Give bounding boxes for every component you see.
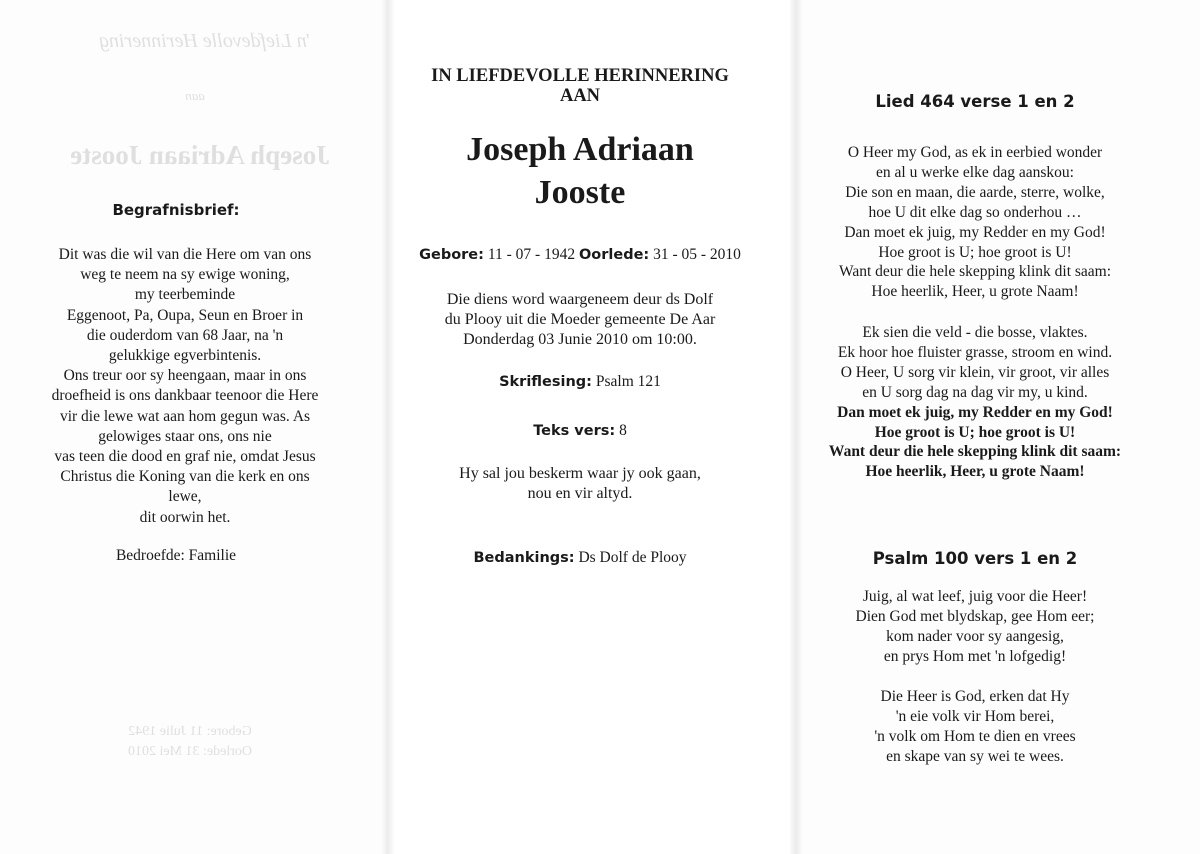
- born-label: Gebore:: [419, 247, 484, 263]
- fold-line: [381, 0, 395, 854]
- lyric-line: kom nader voor sy aangesig,: [886, 627, 1064, 645]
- bleed-through-text: 'n Liefdevolle Herinnering: [99, 30, 312, 52]
- lyric-line: Die son en maan, die aarde, sterre, wolke,: [845, 183, 1105, 201]
- lyric-line: Ek sien die veld - die bosse, vlaktes.: [862, 324, 1088, 341]
- lyric-line: Want deur die hele skepping klink dit saam:: [838, 263, 1112, 281]
- scripture-reading: Skriflesing: Psalm 121: [499, 373, 661, 390]
- bleed-through-text: Joseph Adriaan Jooste: [70, 140, 330, 170]
- body-line: Christus die Koning van die kerk en ons: [60, 468, 310, 486]
- text-verse: Teks vers: 8: [533, 422, 627, 439]
- life-dates: [388, 246, 772, 264]
- chorus-line: Dan moet ek juig, my Redder en my God!: [837, 403, 1113, 421]
- acknowledgements: Bedankings: Ds Dolf de Plooy: [473, 549, 687, 566]
- service-details: Die diens word waargeneem deur ds Dolf du Plooy uit die Moeder gemeente De Aar Donderdag 03 Junie 2010 om 10:00.: [444, 291, 716, 348]
- lyric-line: hoe U dit elke dag so onderhou …: [868, 203, 1082, 221]
- middle-panel: [388, 0, 790, 854]
- lyric-line: O Heer, U sorg vir klein, vir groot, vir alles: [840, 363, 1110, 381]
- verse-quote: Hy sal jou beskerm waar jy ook gaan, nou en vir altyd.: [459, 465, 701, 502]
- hymn-stanza: [790, 323, 1160, 482]
- deceased-name: Joseph Adriaan Jooste: [466, 131, 694, 211]
- hymn-stanza: [790, 143, 1160, 302]
- body-line: my teerbeminde: [134, 286, 236, 304]
- body-line: die ouderdom van 68 Jaar, na 'n: [86, 326, 284, 344]
- memorial-heading: IN LIEFDEVOLLE HERINNERING AAN: [431, 66, 729, 106]
- body-line: Eggenoot, Pa, Oupa, Seun en Broer in: [66, 306, 304, 324]
- lyric-line: Die Heer is God, erken dat Hy: [880, 688, 1070, 705]
- psalm-stanza: [790, 587, 1160, 667]
- lyric-line: en prys Hom met 'n lofgedig!: [883, 647, 1067, 665]
- born-value: 11 - 07 - 1942: [487, 246, 576, 263]
- chorus-line: Want deur die hele skepping klink dit saam:: [828, 443, 1122, 461]
- body-line: vir die lewe wat aan hom gegun was. As: [59, 407, 311, 425]
- died-value: 31 - 05 - 2010: [653, 246, 741, 263]
- bleed-through-text: aan: [185, 88, 205, 103]
- body-line: weg te neem na sy ewige woning,: [80, 266, 290, 284]
- body-line: gelowiges staar ons, ons nie: [98, 427, 272, 445]
- lyric-line: O Heer my God, as ek in eerbied wonder: [847, 144, 1103, 161]
- right-panel: [790, 0, 1200, 854]
- hymn-title: Lied 464 verse 1 en 2: [875, 92, 1075, 111]
- body-line: dit oorwin het.: [139, 508, 231, 526]
- lyric-line: Dien God met blydskap, gee Hom eer;: [855, 607, 1095, 625]
- mourners-signoff: Bedroefde: Familie: [115, 547, 237, 564]
- lyric-line: Hoe groot is U; hoe groot is U!: [878, 243, 1072, 261]
- body-line: droefheid is ons dankbaar teenoor die Here: [51, 387, 319, 405]
- lyric-line: en U sorg dag na dag vir my, u kind.: [862, 383, 1088, 401]
- lyric-line: Hoe heerlik, Heer, u grote Naam!: [871, 283, 1079, 301]
- chorus-line: Hoe heerlik, Heer, u grote Naam!: [865, 463, 1085, 481]
- lyric-line: Juig, al wat leef, juig voor die Heer!: [862, 588, 1088, 605]
- psalm-title: Psalm 100 vers 1 en 2: [872, 549, 1078, 568]
- bleed-through-text: Gebore: 11 Julie 1942 Oorlede: 31 Mei 2010: [127, 724, 253, 759]
- funeral-letter-title: Begrafnisbrief:: [112, 201, 240, 219]
- chorus-line: Hoe groot is U; hoe groot is U!: [874, 423, 1076, 441]
- lyric-line: 'n volk om Hom te dien en vrees: [874, 727, 1076, 745]
- lyric-line: 'n eie volk vir Hom berei,: [895, 707, 1055, 725]
- body-line: vas teen die dood en graf nie, omdat Jesus: [54, 448, 316, 466]
- body-line: gelukkige egverbintenis.: [108, 347, 262, 365]
- lyric-line: en al u werke elke dag aanskou:: [876, 163, 1074, 181]
- lyric-line: en skape van sy wei te wees.: [886, 747, 1064, 765]
- funeral-letter-body: [24, 245, 346, 528]
- body-line: Dit was die wil van die Here om van ons: [58, 246, 312, 263]
- body-line: Ons treur oor sy heengaan, maar in ons: [63, 367, 307, 385]
- fold-line: [789, 0, 803, 854]
- lyric-line: Dan moet ek juig, my Redder en my God!: [844, 223, 1106, 241]
- died-label: Oorlede:: [578, 247, 650, 263]
- psalm-stanza: [790, 687, 1160, 767]
- lyric-line: Ek hoor hoe fluister grasse, stroom en wind.: [837, 343, 1113, 361]
- left-panel: [0, 0, 388, 854]
- body-line: lewe,: [168, 488, 202, 506]
